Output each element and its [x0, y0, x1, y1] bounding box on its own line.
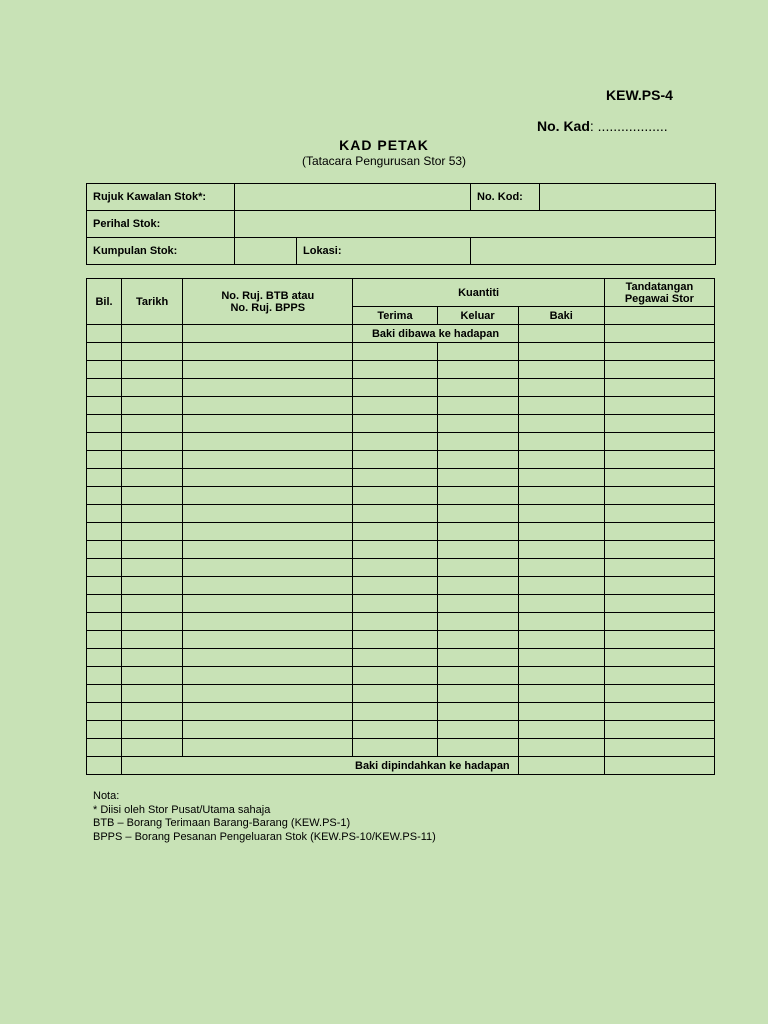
cell-keluar[interactable] [437, 613, 518, 631]
cell-terima[interactable] [353, 469, 437, 487]
cell-bil[interactable] [87, 451, 122, 469]
stock-control-ref-label: Rujuk Kawalan Stok*: [87, 184, 235, 211]
cell-signature[interactable] [604, 667, 714, 685]
cell-keluar[interactable] [437, 703, 518, 721]
cell-ref[interactable] [183, 721, 353, 739]
cell-signature[interactable] [604, 721, 714, 739]
cell-baki[interactable] [518, 505, 604, 523]
cell-signature[interactable] [604, 451, 714, 469]
cell-keluar[interactable] [437, 415, 518, 433]
form-code: KEW.PS-4 [606, 87, 673, 103]
cell-baki[interactable] [518, 343, 604, 361]
cell-signature[interactable] [604, 523, 714, 541]
cell-signature[interactable] [604, 397, 714, 415]
cell-baki[interactable] [518, 577, 604, 595]
carried-forward-row [87, 757, 715, 775]
cell-signature[interactable] [604, 631, 714, 649]
cell-tarikh[interactable] [122, 361, 183, 379]
cell-keluar[interactable] [437, 721, 518, 739]
cell-tarikh[interactable] [122, 703, 183, 721]
cell-baki[interactable] [518, 541, 604, 559]
cell-keluar[interactable] [437, 577, 518, 595]
cell-tarikh[interactable] [122, 613, 183, 631]
cell-bil[interactable] [87, 397, 122, 415]
cell-bil[interactable] [87, 487, 122, 505]
cell-bil[interactable] [87, 721, 122, 739]
cell-ref[interactable] [183, 433, 353, 451]
cell-signature[interactable] [604, 703, 714, 721]
page-title: KAD PETAK [339, 137, 429, 153]
cell-baki[interactable] [518, 415, 604, 433]
cell-signature[interactable] [604, 487, 714, 505]
header-signature-blank [604, 307, 714, 325]
cell-signature[interactable] [604, 361, 714, 379]
table-row [87, 703, 715, 721]
note-line: BPPS – Borang Pesanan Pengeluaran Stok (KEW.PS-10/KEW.PS-11) [93, 830, 436, 843]
cell-bil[interactable] [87, 577, 122, 595]
stock-description-label: Perihal Stok: [87, 211, 235, 238]
code-no-label: No. Kod: [471, 184, 540, 211]
cell-baki[interactable] [518, 649, 604, 667]
cell-ref[interactable] [183, 361, 353, 379]
cell-terima[interactable] [353, 379, 437, 397]
cell-keluar[interactable] [437, 649, 518, 667]
code-no-field[interactable] [540, 184, 716, 211]
cell-ref[interactable] [183, 523, 353, 541]
table-row [87, 451, 715, 469]
cell-tarikh[interactable] [122, 541, 183, 559]
table-row [87, 343, 715, 361]
cell-baki[interactable] [518, 613, 604, 631]
cell-terima[interactable] [353, 415, 437, 433]
table-row [87, 379, 715, 397]
cell-baki[interactable] [518, 703, 604, 721]
cell-terima[interactable] [353, 541, 437, 559]
cell-bil[interactable] [87, 559, 122, 577]
cell-baki[interactable] [518, 469, 604, 487]
cell-tarikh[interactable] [122, 595, 183, 613]
cell-keluar[interactable] [437, 487, 518, 505]
table-row [87, 469, 715, 487]
card-number-value: : .................. [589, 118, 668, 134]
cell-ref[interactable] [183, 595, 353, 613]
table-row [87, 397, 715, 415]
cell-tarikh[interactable] [122, 667, 183, 685]
stock-info-table [86, 183, 716, 265]
cell-ref[interactable] [183, 325, 353, 343]
table-row [87, 577, 715, 595]
cell-baki[interactable] [518, 667, 604, 685]
table-row [87, 415, 715, 433]
cell-tarikh[interactable] [122, 739, 183, 757]
cell-bil[interactable] [87, 415, 122, 433]
cell-ref[interactable] [183, 631, 353, 649]
cell-keluar[interactable] [437, 631, 518, 649]
table-row [87, 595, 715, 613]
cell-ref[interactable] [183, 577, 353, 595]
header-baki: Baki [518, 307, 604, 325]
cell-terima[interactable] [353, 343, 437, 361]
brought-forward-row [87, 325, 715, 343]
cell-terima[interactable] [353, 577, 437, 595]
cell-bil[interactable] [87, 631, 122, 649]
cell-ref[interactable] [183, 397, 353, 415]
cell-keluar[interactable] [437, 379, 518, 397]
cell-tarikh[interactable] [122, 559, 183, 577]
cell-bil[interactable] [87, 541, 122, 559]
cell-terima[interactable] [353, 739, 437, 757]
cell-terima[interactable] [353, 649, 437, 667]
cell-tarikh[interactable] [122, 577, 183, 595]
cell-signature[interactable] [604, 469, 714, 487]
cell-tarikh[interactable] [122, 649, 183, 667]
cell-ref[interactable] [183, 487, 353, 505]
cell-bil[interactable] [87, 343, 122, 361]
cell-tarikh[interactable] [122, 469, 183, 487]
table-row [87, 721, 715, 739]
cell-keluar[interactable] [437, 685, 518, 703]
cell-keluar[interactable] [437, 541, 518, 559]
cell-bil[interactable] [87, 505, 122, 523]
cell-bil[interactable] [87, 613, 122, 631]
brought-forward-label: Baki dibawa ke hadapan [353, 325, 518, 343]
cell-terima[interactable] [353, 487, 437, 505]
cell-baki[interactable] [518, 361, 604, 379]
stock-group-field[interactable] [235, 238, 297, 265]
cell-keluar[interactable] [437, 559, 518, 577]
cell-baki[interactable] [518, 379, 604, 397]
cell-signature[interactable] [604, 415, 714, 433]
cell-terima[interactable] [353, 613, 437, 631]
cell-keluar[interactable] [437, 595, 518, 613]
cell-signature[interactable] [604, 559, 714, 577]
card-number [537, 118, 668, 134]
cell-ref[interactable] [183, 703, 353, 721]
cell-baki[interactable] [518, 685, 604, 703]
cell-tarikh[interactable] [122, 415, 183, 433]
cell-baki[interactable] [518, 631, 604, 649]
header-signature: Tandatangan Pegawai Stor [604, 279, 714, 307]
cell-bil[interactable] [87, 523, 122, 541]
cell-terima[interactable] [353, 685, 437, 703]
cell-terima[interactable] [353, 505, 437, 523]
notes-heading: Nota: [93, 790, 120, 802]
cell-keluar[interactable] [437, 505, 518, 523]
cell-baki[interactable] [518, 739, 604, 757]
notes [93, 790, 436, 844]
page-subtitle: (Tatacara Pengurusan Stor 53) [301, 154, 467, 168]
table-row [87, 505, 715, 523]
cell-ref[interactable] [183, 469, 353, 487]
cell-ref[interactable] [183, 739, 353, 757]
cell-ref[interactable] [183, 667, 353, 685]
cell-bil[interactable] [87, 739, 122, 757]
note-line: * Diisi oleh Stor Pusat/Utama sahaja [93, 803, 271, 816]
cell-tarikh[interactable] [122, 631, 183, 649]
cell-signature[interactable] [604, 541, 714, 559]
table-row [87, 361, 715, 379]
cell-keluar[interactable] [437, 397, 518, 415]
cell-bil[interactable] [87, 433, 122, 451]
cell-bil[interactable] [87, 649, 122, 667]
cell-terima[interactable] [353, 703, 437, 721]
table-row [87, 685, 715, 703]
cell-terima[interactable] [353, 559, 437, 577]
cell-ref[interactable] [183, 343, 353, 361]
cell-ref[interactable] [183, 541, 353, 559]
stock-description-field[interactable] [235, 211, 716, 238]
cell-bil[interactable] [87, 685, 122, 703]
table-row [87, 649, 715, 667]
cell-ref[interactable] [183, 559, 353, 577]
cell-signature[interactable] [604, 379, 714, 397]
cell-keluar[interactable] [437, 739, 518, 757]
cell-signature[interactable] [604, 505, 714, 523]
cell-ref[interactable] [183, 613, 353, 631]
cell-terima[interactable] [353, 667, 437, 685]
cell-bil[interactable] [87, 667, 122, 685]
cell-bil[interactable] [87, 361, 122, 379]
cell-keluar[interactable] [437, 433, 518, 451]
cell-baki[interactable] [518, 757, 604, 775]
header-tarikh: Tarikh [122, 279, 183, 325]
cell-ref[interactable] [183, 685, 353, 703]
cell-tarikh[interactable] [122, 451, 183, 469]
table-row [87, 559, 715, 577]
cell-tarikh[interactable] [122, 433, 183, 451]
cell-signature[interactable] [604, 577, 714, 595]
cell-signature[interactable] [604, 685, 714, 703]
cell-baki[interactable] [518, 595, 604, 613]
cell-keluar[interactable] [437, 451, 518, 469]
cell-baki[interactable] [518, 451, 604, 469]
cell-bil[interactable] [87, 757, 122, 775]
cell-keluar[interactable] [437, 469, 518, 487]
cell-signature[interactable] [604, 325, 714, 343]
cell-signature[interactable] [604, 757, 714, 775]
note-line: BTB – Borang Terimaan Barang-Barang (KEW.PS-1) [93, 817, 351, 829]
table-row [87, 631, 715, 649]
cell-terima[interactable] [353, 721, 437, 739]
table-row [87, 613, 715, 631]
cell-terima[interactable] [353, 523, 437, 541]
cell-tarikh[interactable] [122, 397, 183, 415]
cell-signature[interactable] [604, 343, 714, 361]
cell-bil[interactable] [87, 325, 122, 343]
carried-forward-label: Baki dipindahkan ke hadapan [122, 757, 519, 775]
table-row [87, 541, 715, 559]
cell-ref[interactable] [183, 649, 353, 667]
cell-tarikh[interactable] [122, 505, 183, 523]
cell-baki[interactable] [518, 559, 604, 577]
header-terima: Terima [353, 307, 437, 325]
cell-terima[interactable] [353, 631, 437, 649]
cell-terima[interactable] [353, 595, 437, 613]
cell-tarikh[interactable] [122, 343, 183, 361]
cell-terima[interactable] [353, 397, 437, 415]
table-row [87, 739, 715, 757]
cell-ref[interactable] [183, 451, 353, 469]
cell-baki[interactable] [518, 523, 604, 541]
cell-ref[interactable] [183, 505, 353, 523]
header-keluar: Keluar [437, 307, 518, 325]
cell-signature[interactable] [604, 433, 714, 451]
cell-bil[interactable] [87, 379, 122, 397]
cell-bil[interactable] [87, 703, 122, 721]
cell-signature[interactable] [604, 739, 714, 757]
location-label: Lokasi: [297, 238, 471, 265]
table-row [87, 433, 715, 451]
stock-group-label: Kumpulan Stok: [87, 238, 235, 265]
cell-keluar[interactable] [437, 343, 518, 361]
cell-keluar[interactable] [437, 667, 518, 685]
cell-signature[interactable] [604, 595, 714, 613]
cell-tarikh[interactable] [122, 325, 183, 343]
location-field[interactable] [471, 238, 716, 265]
cell-terima[interactable] [353, 451, 437, 469]
cell-bil[interactable] [87, 469, 122, 487]
cell-tarikh[interactable] [122, 685, 183, 703]
cell-keluar[interactable] [437, 523, 518, 541]
cell-ref[interactable] [183, 415, 353, 433]
cell-tarikh[interactable] [122, 523, 183, 541]
stock-control-ref-field[interactable] [235, 184, 471, 211]
cell-tarikh[interactable] [122, 379, 183, 397]
header-kuantiti: Kuantiti [353, 279, 604, 307]
cell-tarikh[interactable] [122, 487, 183, 505]
cell-ref[interactable] [183, 379, 353, 397]
cell-keluar[interactable] [437, 361, 518, 379]
stock-ledger-table [86, 278, 715, 775]
header-bil: Bil. [87, 279, 122, 325]
cell-terima[interactable] [353, 433, 437, 451]
cell-tarikh[interactable] [122, 721, 183, 739]
header-ref: No. Ruj. BTB atau No. Ruj. BPPS [183, 279, 353, 325]
cell-baki[interactable] [518, 325, 604, 343]
cell-baki[interactable] [518, 487, 604, 505]
card-number-label: No. Kad [537, 118, 590, 134]
cell-baki[interactable] [518, 433, 604, 451]
cell-signature[interactable] [604, 613, 714, 631]
cell-baki[interactable] [518, 721, 604, 739]
cell-signature[interactable] [604, 649, 714, 667]
table-row [87, 487, 715, 505]
table-row [87, 523, 715, 541]
cell-baki[interactable] [518, 397, 604, 415]
table-row [87, 667, 715, 685]
cell-terima[interactable] [353, 361, 437, 379]
cell-bil[interactable] [87, 595, 122, 613]
